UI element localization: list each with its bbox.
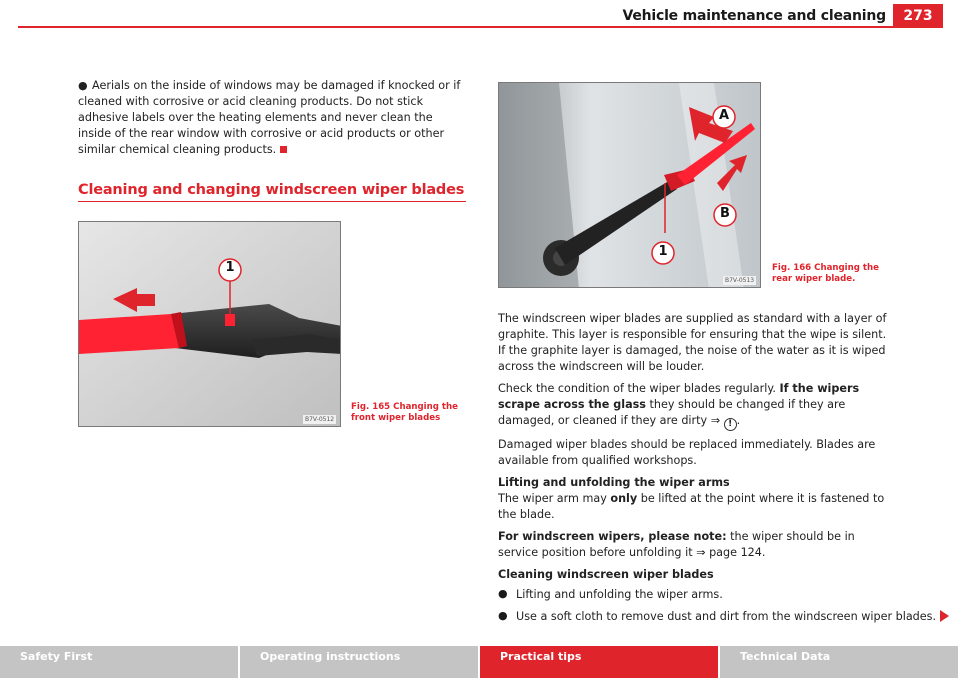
end-of-section-icon [280,146,287,153]
subheading: Lifting and unfolding the wiper arms [498,476,730,489]
figure-166-caption: Fig. 166 Changing the rear wiper blade. [772,263,879,284]
bullet-icon: ● [498,609,508,622]
paragraph: For windscreen wipers, please note: the wiper should be in service position before unfolding it ⇒ page 124. [498,530,855,559]
tab-practical-tips[interactable]: Practical tips [480,646,718,678]
callout-a: A [718,108,730,123]
page-number: 273 [893,4,943,28]
figure-166-image [498,82,761,288]
figure-165-caption: Fig. 165 Changing the front wiper blades [351,402,458,423]
section-rule [78,201,466,202]
intro-paragraph [78,78,468,158]
list-item: ● Use a soft cloth to remove dust and dirt from the windscreen wiper blades. [498,609,890,625]
tab-operating-instructions[interactable]: Operating instructions [240,646,478,678]
chapter-title: Vehicle maintenance and cleaning [622,8,886,24]
header-rule [18,26,943,28]
continue-arrow-icon [940,610,949,622]
callout-1: 1 [658,244,668,259]
callout-1: 1 [225,260,235,275]
front-wiper-illustration [79,222,341,427]
callout-b: B [720,206,730,221]
paragraph: Damaged wiper blades should be replaced immediately. Blades are available from qualified workshops. [498,438,876,467]
bullet-icon: ● [78,79,88,92]
paragraph: The windscreen wiper blades are supplied as standard with a layer of graphite. This layer is responsible for ensuring that the wipe is silent. If the graphite layer is damaged, the noise of the water as it is wiped across the windscreen will be louder. [498,312,887,373]
tab-safety-first[interactable]: Safety First [0,646,238,678]
paragraph: The wiper arm may only be lifted at the point where it is fastened to the blade. [498,492,885,521]
footer-nav [0,646,960,678]
bullet-icon: ● [498,587,508,600]
body-text [498,311,937,625]
caution-icon[interactable]: ! [724,418,737,431]
tab-technical-data[interactable]: Technical Data [720,646,958,678]
figure-code: B7V-0512 [305,416,335,423]
figure-165-image [78,221,341,427]
section-title: Cleaning and changing windscreen wiper blades [78,182,465,198]
subheading: Cleaning windscreen wiper blades [498,568,714,581]
list-item: ● Lifting and unfolding the wiper arms. [498,587,723,601]
paragraph: Check the condition of the wiper blades regularly. If the wipers scrape across the glass they should be changed if they are damaged, or cleaned if they are dirty ⇒ ! . [498,382,860,429]
intro-text: Aerials on the inside of windows may be damaged if knocked or if cleaned with corrosive or acid cleaning products. Do not stick adhesive labels over the heating elements and never clean the inside of the rear window with corrosive or acid products or other similar chemical cleaning products. [78,79,461,156]
figure-code: B7V-0513 [725,277,755,284]
